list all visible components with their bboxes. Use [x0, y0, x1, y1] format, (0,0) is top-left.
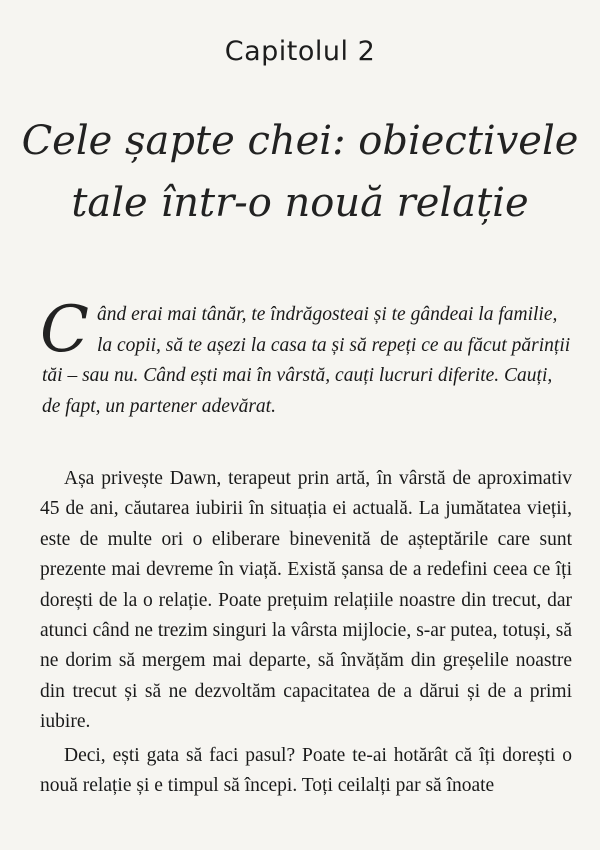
body-paragraph-2: Deci, ești gata să faci pasul? Poate te-ai hotărât că îți dorești o nouă relație și e timpul să începi. Toți ceilalți par să înoate: [40, 744, 572, 797]
intro-text: ând erai mai tânăr, te îndrăgosteai și te gândeai la familie, la copii, să te așezi la casa ta și să repeți ce au făcut părinții tăi – sau nu. Când ești mai în vârstă, cauți lucruri diferite. Cauți, de fapt, un partener adevărat.: [42, 304, 571, 417]
chapter-title-line-2: tale într-o nouă relație: [71, 180, 529, 226]
chapter-title-line-1: Cele șapte chei: obiectivele: [21, 118, 579, 164]
chapter-title: [20, 110, 580, 234]
body-paragraph-1: Așa privește Dawn, terapeut prin artă, în vârstă de aproximativ 45 de ani, căutarea iubirii în situația ei actuală. La jumătatea vieții, este de multe ori o eliberare binevenită de așteptările care sunt prezente mai devreme în viață. Există șansa de a redefini ceea ce îți dorești de la o relație. Poate prețuim relațiile noastre din trecut, dar atunci când ne trezim singuri la vârsta mijlocie, s-ar putea, totuși, să ne dorim să mergem mai departe, să învățăm din greșelile noastre din trecut și să ne dezvoltăm capacitatea de a dărui și de a primi iubire.: [40, 468, 572, 733]
drop-cap: C: [40, 293, 89, 367]
chapter-label: Capitolul 2: [224, 36, 376, 67]
intro-paragraph: [40, 293, 572, 422]
body-text: [40, 464, 572, 801]
